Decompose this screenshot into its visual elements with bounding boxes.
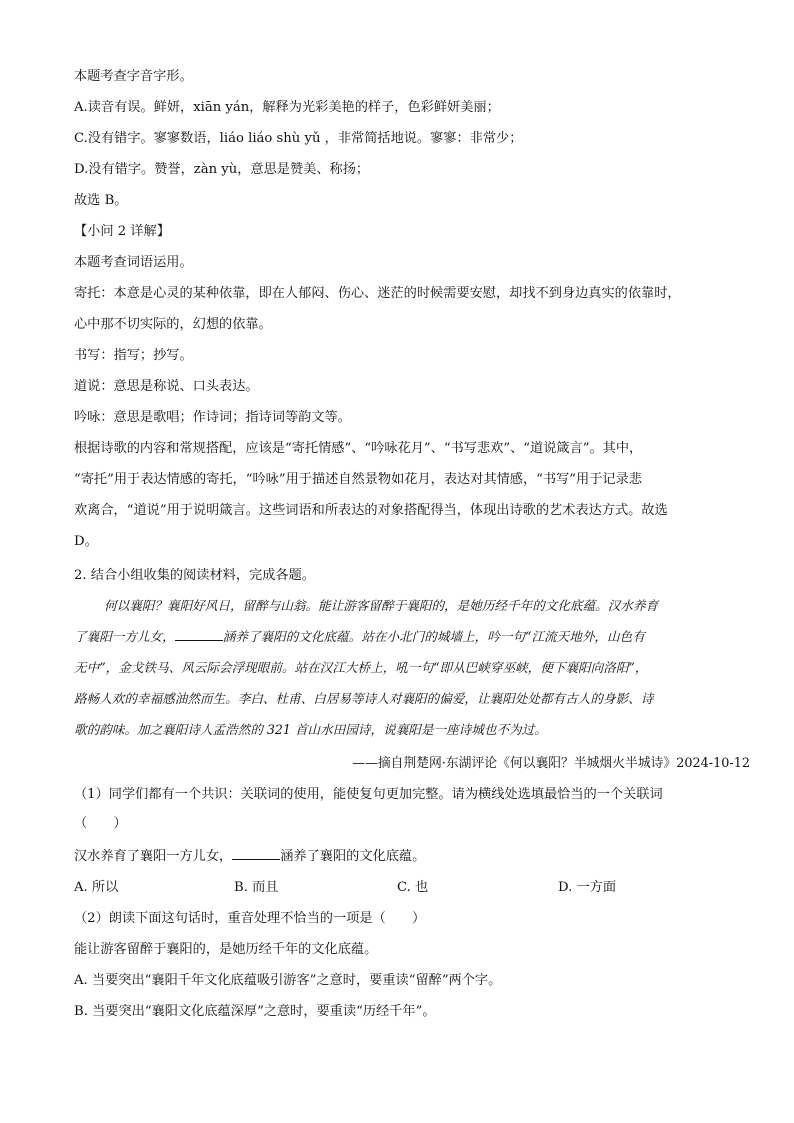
passage-line-5: 歌的韵味。加之襄阳诗人孟浩然的 321 首山水田园诗，说襄阳是一座诗城也不为过。: [74, 722, 547, 737]
passage-line-2-part-b: 涵养了襄阳的文化底蕴。站在小北门的城墙上，吟一句“江流天地外，山色有: [222, 629, 645, 644]
passage-blank[interactable]: [175, 628, 223, 641]
q2-section-header: 【小问 2 详解】: [74, 224, 170, 239]
sub-question-1-sentence-part-b: 涵养了襄阳的文化底蕴。: [280, 849, 426, 864]
q2-explanation-line-3: 欢离合，“道说”用于说明箴言。这些词语和所表达的对象搭配得当，体现出诗歌的艺术表达方式。故选: [74, 503, 668, 518]
q2-intro: 本题考查词语运用。: [74, 255, 193, 270]
sub-question-1-blank[interactable]: [232, 847, 280, 860]
q1-answer: 故选 B。: [74, 193, 128, 208]
q2-explanation-line-4: D。: [74, 534, 98, 549]
sub-question-2-option-a[interactable]: A. 当要突出“襄阳千年文化底蕴吸引游客”之意时，要重读“留醉”两个字。: [74, 973, 502, 988]
sub-question-2-prompt: （2）朗读下面这句话时，重音处理不恰当的一项是（ ）: [74, 911, 426, 926]
sub-question-1-answer-bracket: （ ）: [74, 816, 127, 831]
q2-explanation-line-2: “寄托”用于表达情感的寄托，“吟咏”用于描述自然景物如花月，表达对其情感，“书写”用于记录悲: [74, 472, 642, 487]
q2-yinyong: 吟咏：意思是歌唱；作诗词；指诗词等韵文等。: [74, 410, 351, 425]
sub-question-1-prompt-line-1: （1）同学们都有一个共识：关联词的使用，能使复句更加完整。请为横线处选填最恰当的一个关联词: [74, 787, 663, 802]
q1-option-a-analysis: A.读音有误。鲜妍，xiān yán，解释为光彩美艳的样子，色彩鲜妍美丽；: [74, 100, 500, 115]
sub-question-1-sentence: [74, 847, 754, 867]
question-2-title: 2. 结合小组收集的阅读材料，完成各题。: [74, 568, 315, 583]
sub-question-2-option-b[interactable]: B. 当要突出“襄阳文化底蕴深厚”之意时，要重读“历经千年”。: [74, 1004, 436, 1019]
passage-source: ——摘自荆楚网·东湖评论《何以襄阳？半城烟火半城诗》2024-10-12: [352, 756, 750, 771]
passage-line-3: 无中”，金戈铁马、风云际会浮现眼前。站在汉江大桥上，吼一句“即从巴峡穿巫峡，便下襄阳向洛阳”，: [74, 660, 648, 675]
option-d-yifangmian[interactable]: D. 一方面: [558, 880, 617, 895]
q1-option-d-analysis: D.没有错字。赞誉，zàn yù，意思是赞美、称扬；: [74, 162, 370, 177]
passage-line-2-part-a: 了襄阳一方儿女，: [74, 629, 175, 644]
q2-shuxie: 书写：指写；抄写。: [74, 348, 193, 363]
option-b-erqie[interactable]: B. 而且: [234, 880, 279, 895]
q2-jituo-line-1: 寄托：本意是心灵的某种依靠，即在人郁闷、伤心、迷茫的时候需要安慰，却找不到身边真实的依靠时，: [74, 286, 681, 301]
sub-question-2-sentence: 能让游客留醉于襄阳的，是她历经千年的文化底蕴。: [74, 942, 378, 957]
q2-explanation-line-1: 根据诗歌的内容和常规搭配，应该是“寄托情感”、“吟咏花月”、“书写悲欢”、“道说箴言”。其中，: [74, 441, 643, 456]
option-a-suoyi[interactable]: A. 所以: [74, 880, 119, 895]
q2-jituo-line-2: 心中那不切实际的，幻想的依靠。: [74, 317, 272, 332]
sub-question-1-sentence-part-a: 汉水养育了襄阳一方儿女，: [74, 849, 233, 864]
passage-line-4: 路畅人欢的幸福感油然而生。李白、杜甫、白居易等诗人对襄阳的偏爱，让襄阳处处都有古人的身影、诗: [74, 691, 654, 706]
q2-daoshuo: 道说：意思是称说、口头表达。: [74, 379, 259, 394]
q1-intro: 本题考查字音字形。: [74, 69, 193, 84]
option-c-ye[interactable]: C. 也: [397, 880, 429, 895]
q1-option-c-analysis: C.没有错字。寥寥数语，liáo liáo shù yǔ ，非常简括地说。寥寥：非常少；: [74, 131, 523, 146]
passage-line-2: [74, 627, 754, 647]
passage-line-1: 何以襄阳？襄阳好风日，留醉与山翁。能让游客留醉于襄阳的，是她历经千年的文化底蕴。汉水养育: [104, 598, 659, 613]
